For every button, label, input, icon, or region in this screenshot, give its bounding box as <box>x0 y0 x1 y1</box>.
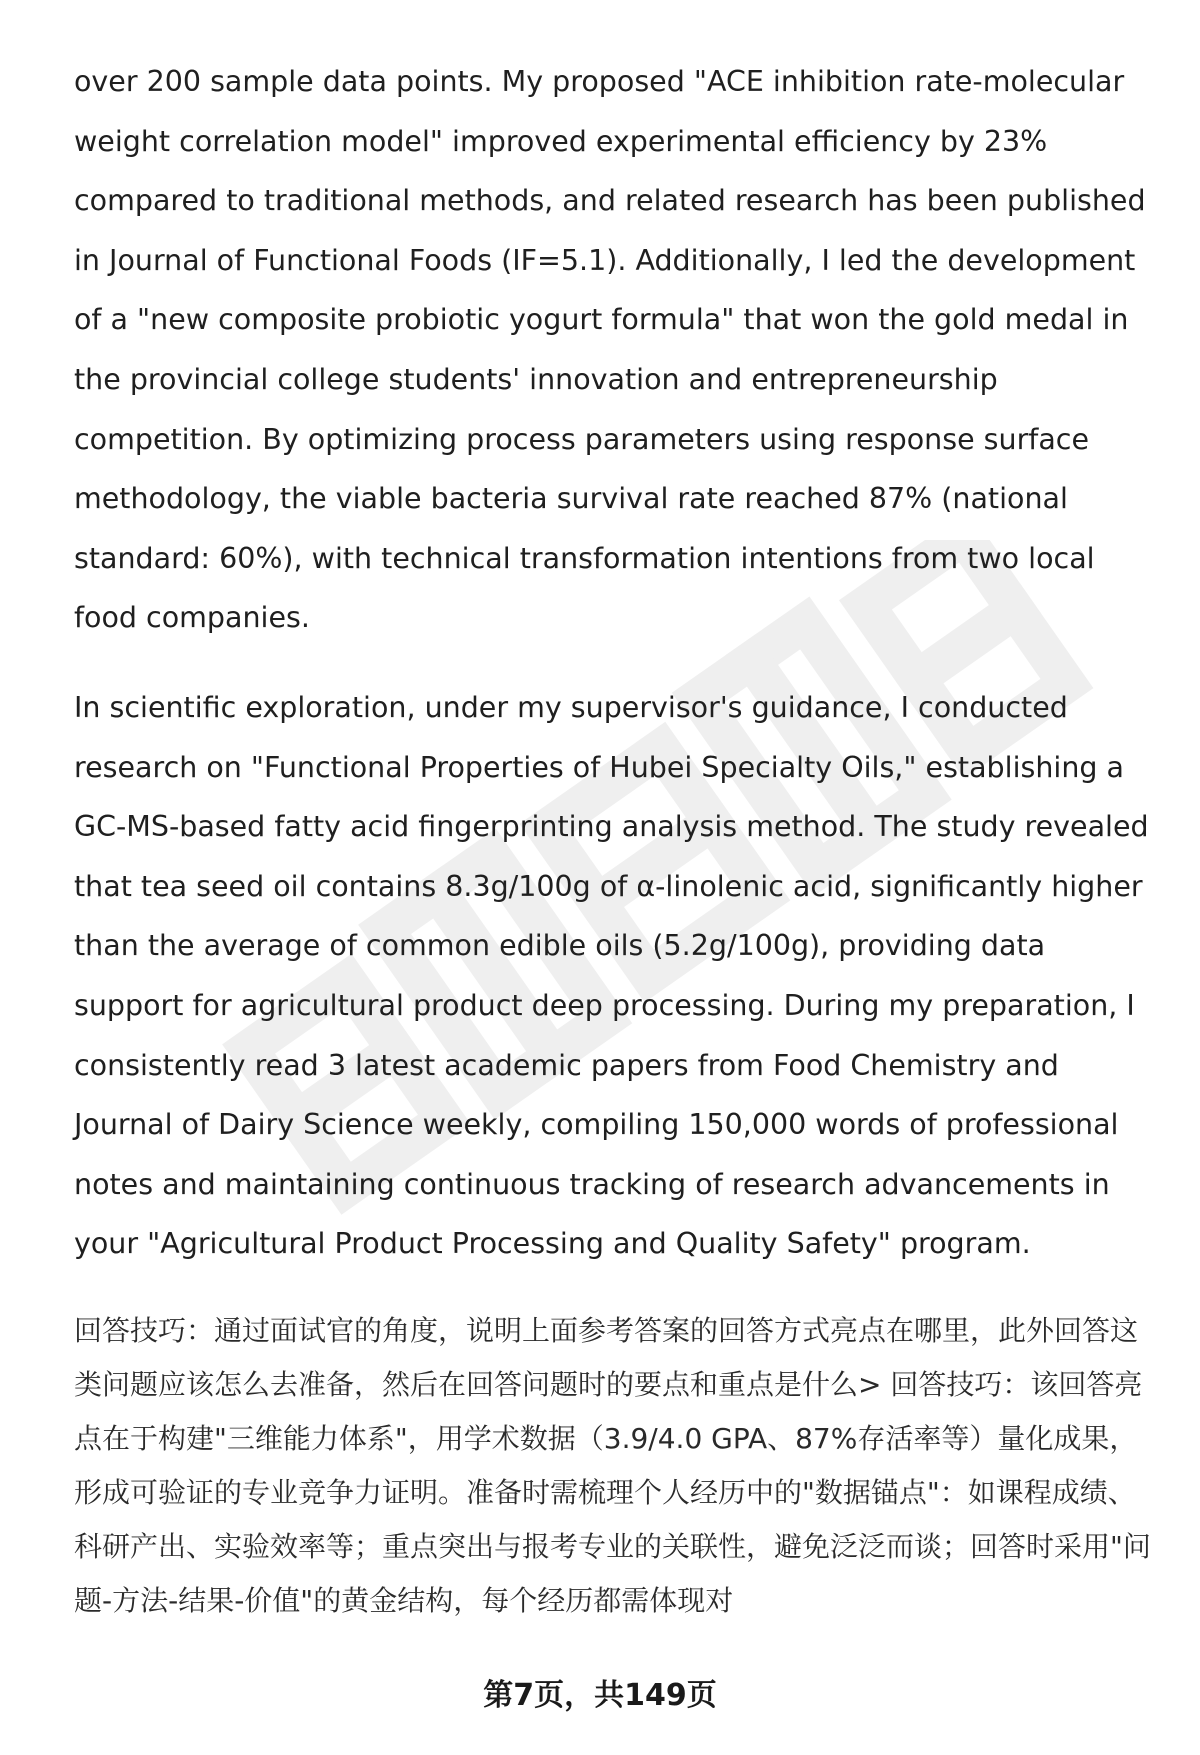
paragraph-answer-tips: 回答技巧：通过面试官的角度，说明上面参考答案的回答方式亮点在哪里，此外回答这类问题应该怎么去准备，然后在回答问题时的要点和重点是什么> 回答技巧：该回答亮点在于构建"三维能力体系"，用学术数据（3.9/4.0 GPA、87%存活率等）量化成果，形成可验证的专业竞争力证明。准备时需梳理个人经历中的"数据锚点"：如课程成绩、科研产出、实验效率等；重点突出与报考专业的关联性，避免泛泛而谈；回答时采用"问题-方法-结果-价值"的黄金结构，每个经历都需体现对 <box>74 1313 1151 1617</box>
page-number: 第7页，共149页 <box>483 1678 717 1713</box>
paragraph-scientific-exploration: In scientific exploration, under my supervisor's guidance, I conducted research on "Functional Properties of Hubei Specialty Oils," establishing a GC-MS-based fatty acid fingerprinting analysis method. The study revealed that tea seed oil contains 8.3g/100g of α-linolenic acid, significantly higher than the average of common edible oils (5.2g/100g), providing data support for agricultural product deep processing. During my preparation, I consistently read 3 latest academic papers from Food Chemistry and Journal of Dairy Science weekly, compiling 150,000 words of professional notes and maintaining continuous tracking of research advancements in your "Agricultural Product Processing and Quality Safety" program. <box>74 690 1149 1261</box>
document-body <box>74 52 1154 1628</box>
paragraph-research-results: over 200 sample data points. My proposed "ACE inhibition rate-molecular weight correlation model" improved experimental efficiency by 23% compared to traditional methods, and related research has been published in Journal of Functional Foods (IF=5.1). Additionally, I led the development of a "new composite probiotic yogurt formula" that won the gold medal in the provincial college students' innovation and entrepreneurship competition. By optimizing process parameters using response surface methodology, the viable bacteria survival rate reached 87% (national standard: 60%), with technical transformation intentions from two local food companies. <box>74 65 1146 635</box>
